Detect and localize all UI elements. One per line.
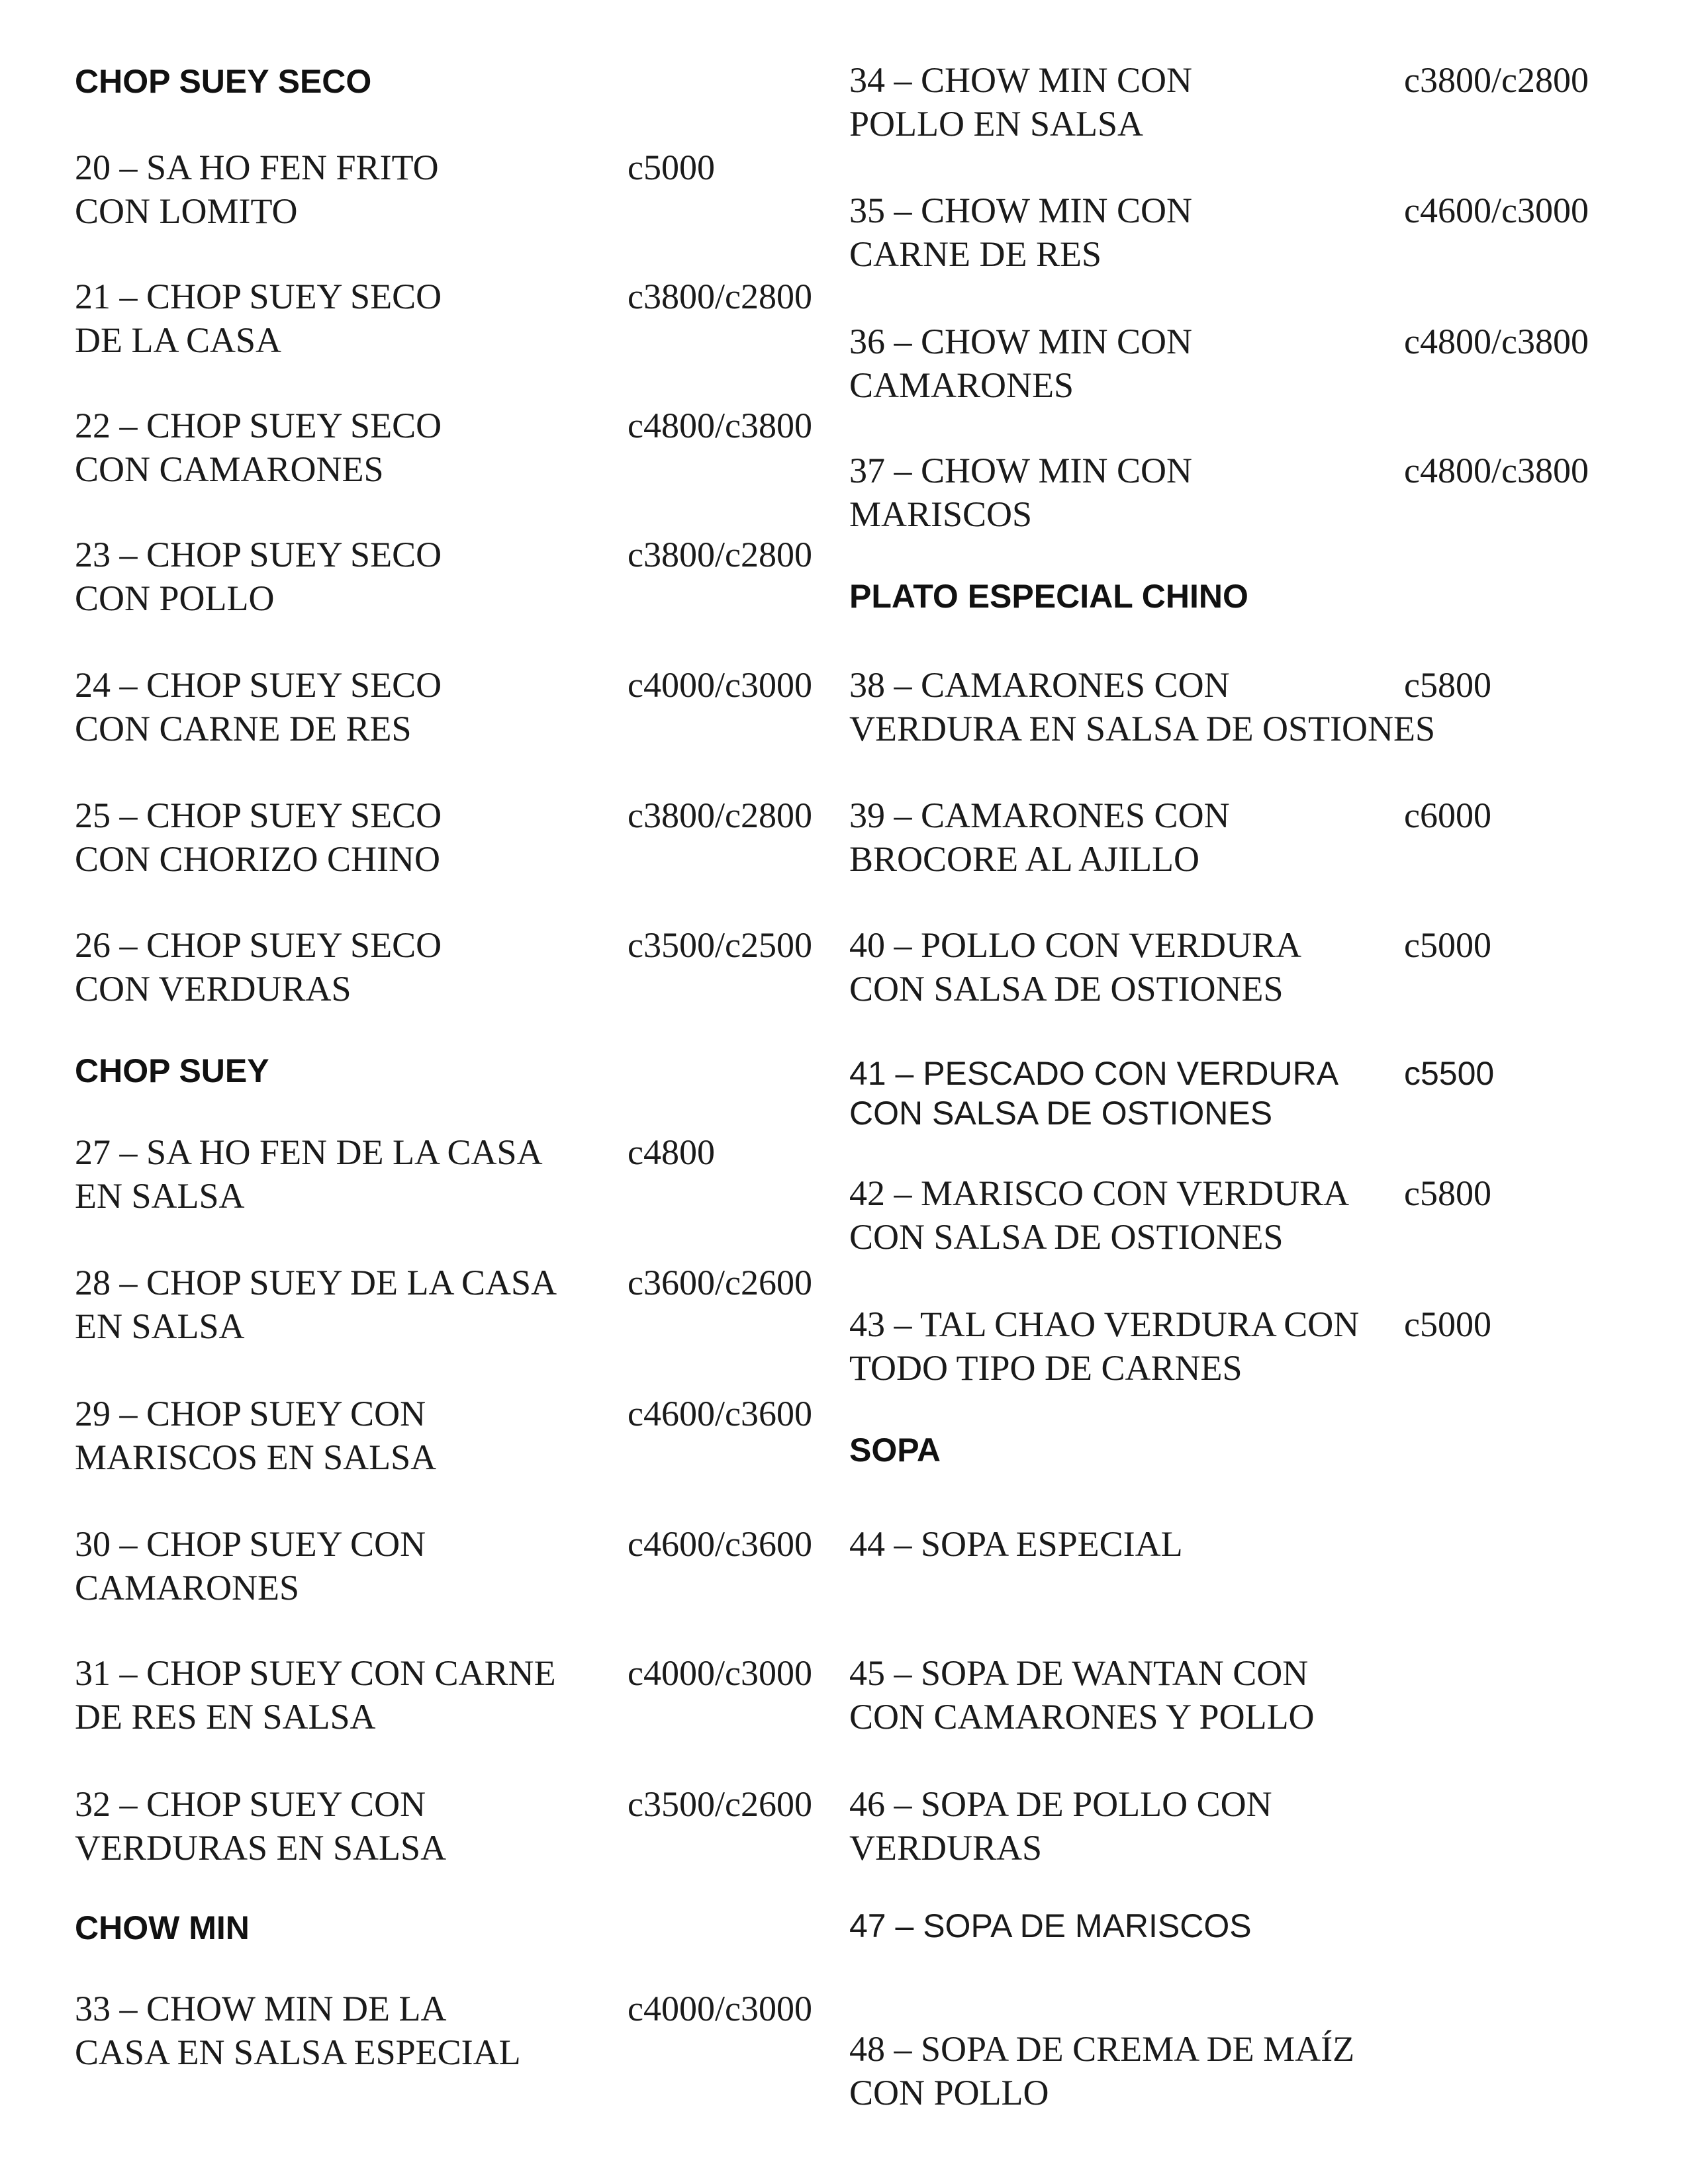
item-name-line2: VERDURA EN SALSA DE OSTIONES [849,709,1436,749]
item-price: c5500 [1404,1055,1495,1092]
item-price: c3800/c2800 [628,277,812,316]
item-name-line1: 37 – CHOW MIN CON [849,451,1193,490]
item-name-line2: CON SALSA DE OSTIONES [849,969,1284,1009]
menu-item-24 [75,663,816,751]
item-name-line2: TODO TIPO DE CARNES [849,1348,1243,1388]
item-name-line1: 46 – SOPA DE POLLO CON [849,1784,1272,1824]
menu-item-33 [75,1987,816,2074]
item-name-line2: BROCORE AL AJILLO [849,839,1200,879]
menu-item-27 [75,1130,816,1218]
item-price: c5000 [1404,1304,1491,1344]
menu-item-40 [849,923,1644,1011]
menu-item-22 [75,404,816,491]
item-name-line1: 39 – CAMARONES CON [849,796,1230,835]
menu-item-44 [849,1522,1644,1566]
item-name-line1: 21 – CHOP SUEY SECO [75,277,442,316]
menu-item-46 [849,1782,1644,1870]
item-name-line1: 27 – SA HO FEN DE LA CASA [75,1132,543,1172]
item-name-line1: 36 – CHOW MIN CON [849,322,1193,361]
menu-item-29 [75,1392,816,1479]
section-heading-sopa: SOPA [849,1432,941,1469]
item-name-line2: CON CAMARONES [75,449,384,489]
section-heading-chop-suey: CHOP SUEY [75,1052,269,1089]
item-name-line1: 29 – CHOP SUEY CON [75,1394,426,1433]
item-name-line1: 43 – TAL CHAO VERDURA CON [849,1304,1360,1344]
menu-item-34 [849,58,1644,146]
item-name-line1: 26 – CHOP SUEY SECO [75,925,442,965]
item-name-line2: MARISCOS [849,494,1033,534]
item-name-line1: 23 – CHOP SUEY SECO [75,535,442,574]
section-heading-plato-especial-chino: PLATO ESPECIAL CHINO [849,578,1248,615]
item-name-line2: CON POLLO [75,578,275,618]
item-name-line1: 20 – SA HO FEN FRITO [75,148,439,187]
menu-item-42 [849,1171,1644,1259]
item-price: c3500/c2500 [628,925,812,965]
item-name-line2: CASA EN SALSA ESPECIAL [75,2032,521,2072]
item-price: c3800/c2800 [628,796,812,835]
item-name-line2: POLLO EN SALSA [849,104,1144,144]
item-name-line2: VERDURAS [849,1828,1043,1868]
item-name-line2: CON CHORIZO CHINO [75,839,440,879]
menu-item-32 [75,1782,816,1870]
item-price: c4000/c3000 [628,665,812,705]
item-name-line1: 34 – CHOW MIN CON [849,60,1193,100]
item-name-line1: 28 – CHOP SUEY DE LA CASA [75,1263,557,1302]
item-name-line2: CON POLLO [849,2073,1049,2113]
item-name-line2: VERDURAS EN SALSA [75,1828,447,1868]
item-price: c5800 [1404,1173,1491,1213]
item-name-line1: 45 – SOPA DE WANTAN CON [849,1653,1309,1693]
menu-item-30 [75,1522,816,1610]
menu-item-20 [75,146,816,233]
menu-item-47 [849,1906,1644,1946]
item-name-line1: 35 – CHOW MIN CON [849,191,1193,230]
menu-item-39 [849,794,1644,881]
item-name-line1: 30 – CHOP SUEY CON [75,1524,426,1564]
item-price: c5800 [1404,665,1491,705]
item-name-line2: CAMARONES [849,365,1074,405]
item-price: c4800/c3800 [628,406,812,445]
item-price: c4000/c3000 [628,1989,812,2028]
item-name-line1: 48 – SOPA DE CREMA DE MAÍZ [849,2029,1355,2069]
menu-item-45 [849,1651,1644,1739]
item-name-line2: EN SALSA [75,1306,245,1346]
item-price: c4800/c3800 [1404,451,1589,490]
item-name-line1: 42 – MARISCO CON VERDURA [849,1173,1350,1213]
item-name-line2: CON CAMARONES Y POLLO [849,1697,1315,1737]
menu-item-48 [849,2027,1644,2115]
item-price: c5000 [1404,925,1491,965]
item-name-line1: 38 – CAMARONES CON [849,665,1230,705]
item-name-line2: EN SALSA [75,1176,245,1216]
menu-item-23 [75,533,816,620]
menu-item-36 [849,320,1644,407]
menu-item-25 [75,794,816,881]
item-name-line1: 24 – CHOP SUEY SECO [75,665,442,705]
item-name-line1: 22 – CHOP SUEY SECO [75,406,442,445]
item-name-line2: DE RES EN SALSA [75,1697,376,1737]
menu-item-38 [849,663,1644,751]
item-price: c4800 [628,1132,715,1172]
section-heading-chop-suey-seco: CHOP SUEY SECO [75,63,372,100]
item-name-line1: 33 – CHOW MIN DE LA [75,1989,447,2028]
item-name-line2: DE LA CASA [75,320,282,360]
item-name-line1: 41 – PESCADO CON VERDURA [849,1055,1339,1092]
menu-item-26 [75,923,816,1011]
item-name-line1: 32 – CHOP SUEY CON [75,1784,426,1824]
menu-item-21 [75,275,816,362]
item-name-line2: MARISCOS EN SALSA [75,1437,437,1477]
menu-item-43 [849,1302,1644,1390]
menu-item-28 [75,1261,816,1348]
menu-item-41 [849,1054,1644,1133]
item-price: c4600/c3600 [628,1394,812,1433]
item-name-line2: CON VERDURAS [75,969,352,1009]
item-price: c3800/c2800 [1404,60,1589,100]
item-name-line1: 31 – CHOP SUEY CON CARNE [75,1653,556,1693]
item-price: c3800/c2800 [628,535,812,574]
item-price: c3500/c2600 [628,1784,812,1824]
section-heading-chow-min: CHOW MIN [75,1909,250,1946]
item-name-line2: CON SALSA DE OSTIONES [849,1217,1284,1257]
item-name-line2: CAMARONES [75,1568,300,1608]
menu-item-37 [849,449,1644,536]
item-price: c4800/c3800 [1404,322,1589,361]
menu-item-35 [849,189,1644,276]
item-price: c6000 [1404,796,1491,835]
item-name-line1: 47 – SOPA DE MARISCOS [849,1907,1252,1944]
item-name-line2: CON SALSA DE OSTIONES [849,1095,1273,1132]
item-name-line2: CON CARNE DE RES [75,709,412,749]
item-name-line1: 44 – SOPA ESPECIAL [849,1524,1183,1564]
item-name-line2: CARNE DE RES [849,234,1102,274]
item-price: c4600/c3600 [628,1524,812,1564]
item-name-line1: 25 – CHOP SUEY SECO [75,796,442,835]
item-price: c4000/c3000 [628,1653,812,1693]
item-price: c4600/c3000 [1404,191,1589,230]
item-name-line2: CON LOMITO [75,191,298,231]
item-price: c3600/c2600 [628,1263,812,1302]
item-name-line1: 40 – POLLO CON VERDURA [849,925,1302,965]
item-price: c5000 [628,148,715,187]
menu-item-31 [75,1651,816,1739]
